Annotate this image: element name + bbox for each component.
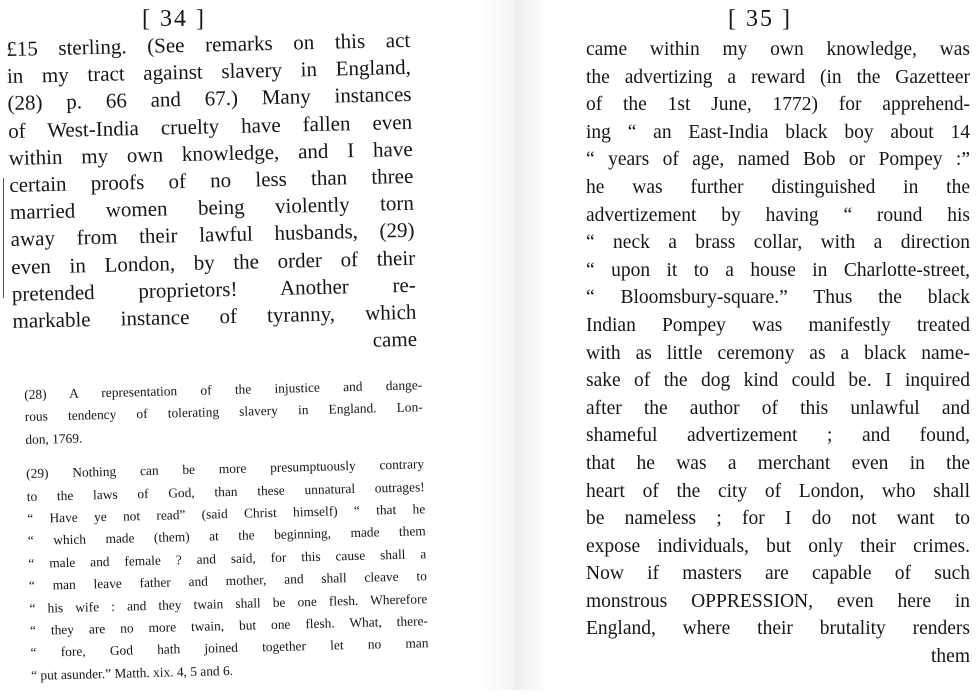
text-line: Indian Pompey was manifestly treated [586, 314, 970, 336]
text-line: he was further distinguished in the [586, 176, 970, 198]
text-line: “ neck a brass collar, with a direction [586, 232, 970, 254]
text-line: be nameless ; for I do not want to [586, 508, 970, 530]
right-page [560, 0, 980, 690]
page-number-35: [ 35 ] [728, 6, 792, 32]
catchword: came [372, 326, 418, 352]
left-page [0, 0, 470, 690]
text-line: shameful advertizement ; and found, [586, 425, 970, 447]
text-line: of West-India cruelty have fallen even [7, 109, 413, 143]
text-line: sake of the dog kind could be. I inquired [586, 370, 970, 392]
text-line: within my own knowledge, and I have [8, 136, 413, 170]
text-line: of the 1st June, 1772) for apprehend- [586, 94, 970, 116]
text-line: “ years of age, named Bob or Pompey :” [586, 149, 970, 171]
catchword: them [931, 646, 970, 668]
footnote-line: rous tendency of tolerating slavery in England. Lon- [24, 399, 423, 425]
footnote-28 [24, 374, 424, 451]
footnote-line: “ Have ye not read” (said Christ himself) “ that he [27, 501, 426, 526]
text-line: married women being violently torn [9, 191, 415, 225]
text-line: the advertizing a reward (in the Gazetteer [586, 66, 970, 88]
footnote-29 [26, 453, 429, 687]
text-line: advertizement by having “ round his [586, 204, 970, 226]
footnote-line: “ his wife : and they twain shall be one flesh. Wherefore [29, 590, 428, 616]
footnote-line: to the laws of God, than these unnatural outrages! [26, 478, 425, 504]
text-line: heart of the city of London, who shall [586, 480, 970, 502]
text-line: “ upon it to a house in Charlotte-street, [586, 259, 970, 281]
text-line: that he was a merchant even in the [586, 452, 970, 474]
footnote-line: (29) Nothing can be more presumptuously contrary [26, 456, 425, 482]
left-body-text [6, 27, 417, 363]
footnote-line: (28) A representation of the injustice and dange- [24, 377, 423, 402]
text-line: even in London, by the order of their [10, 245, 416, 279]
text-line: came within my own knowledge, was [586, 39, 970, 60]
text-line: pretended proprietors! Another re- [11, 272, 417, 306]
text-line: England, where their brutality renders [586, 618, 970, 640]
footnote-line: “ they are no more twain, but one flesh. What, there- [29, 613, 429, 638]
footnote-line: “ male and female ? and said, for this cause shall a [28, 546, 427, 571]
book-gutter [478, 0, 548, 690]
footnote-line: “ man leave father and mother, and shall cleave to [28, 568, 427, 594]
text-line: expose individuals, but only their crimes. [586, 535, 970, 557]
text-line: with as little ceremony as a black name- [586, 342, 970, 364]
text-line: certain proofs of no less than three [9, 163, 414, 197]
footnote-line: “ fore, God hath joined together let no man [30, 635, 429, 661]
footnote-line: don, 1769. [25, 430, 83, 447]
text-line: (28) p. 66 and 67.) Many instances [7, 82, 412, 116]
right-body-text [586, 36, 970, 671]
text-line: in my tract against slavery in England, [6, 55, 412, 89]
text-line: Now if masters are capable of such [586, 563, 970, 585]
footnote-line: “ put asunder.” Matth. xix. 4, 5 and 6. [30, 662, 234, 683]
footnote-line: “ which made (them) at the beginning, made them [27, 523, 426, 549]
text-line: ing “ an East-India black boy about 14 [586, 121, 970, 143]
text-line: monstrous OPPRESSION, even here in [586, 590, 970, 612]
page-number-34: [ 34 ] [142, 6, 206, 32]
text-line: after the author of this unlawful and [586, 397, 970, 419]
text-line: away from their lawful husbands, (29) [10, 218, 415, 252]
footnotes [24, 374, 430, 699]
text-line: £15 sterling. (See remarks on this act [6, 27, 411, 61]
margin-mark [3, 178, 4, 298]
text-line: “ Bloomsbury-square.” Thus the black [586, 287, 970, 309]
text-line: markable instance of tyranny, which [12, 299, 417, 333]
